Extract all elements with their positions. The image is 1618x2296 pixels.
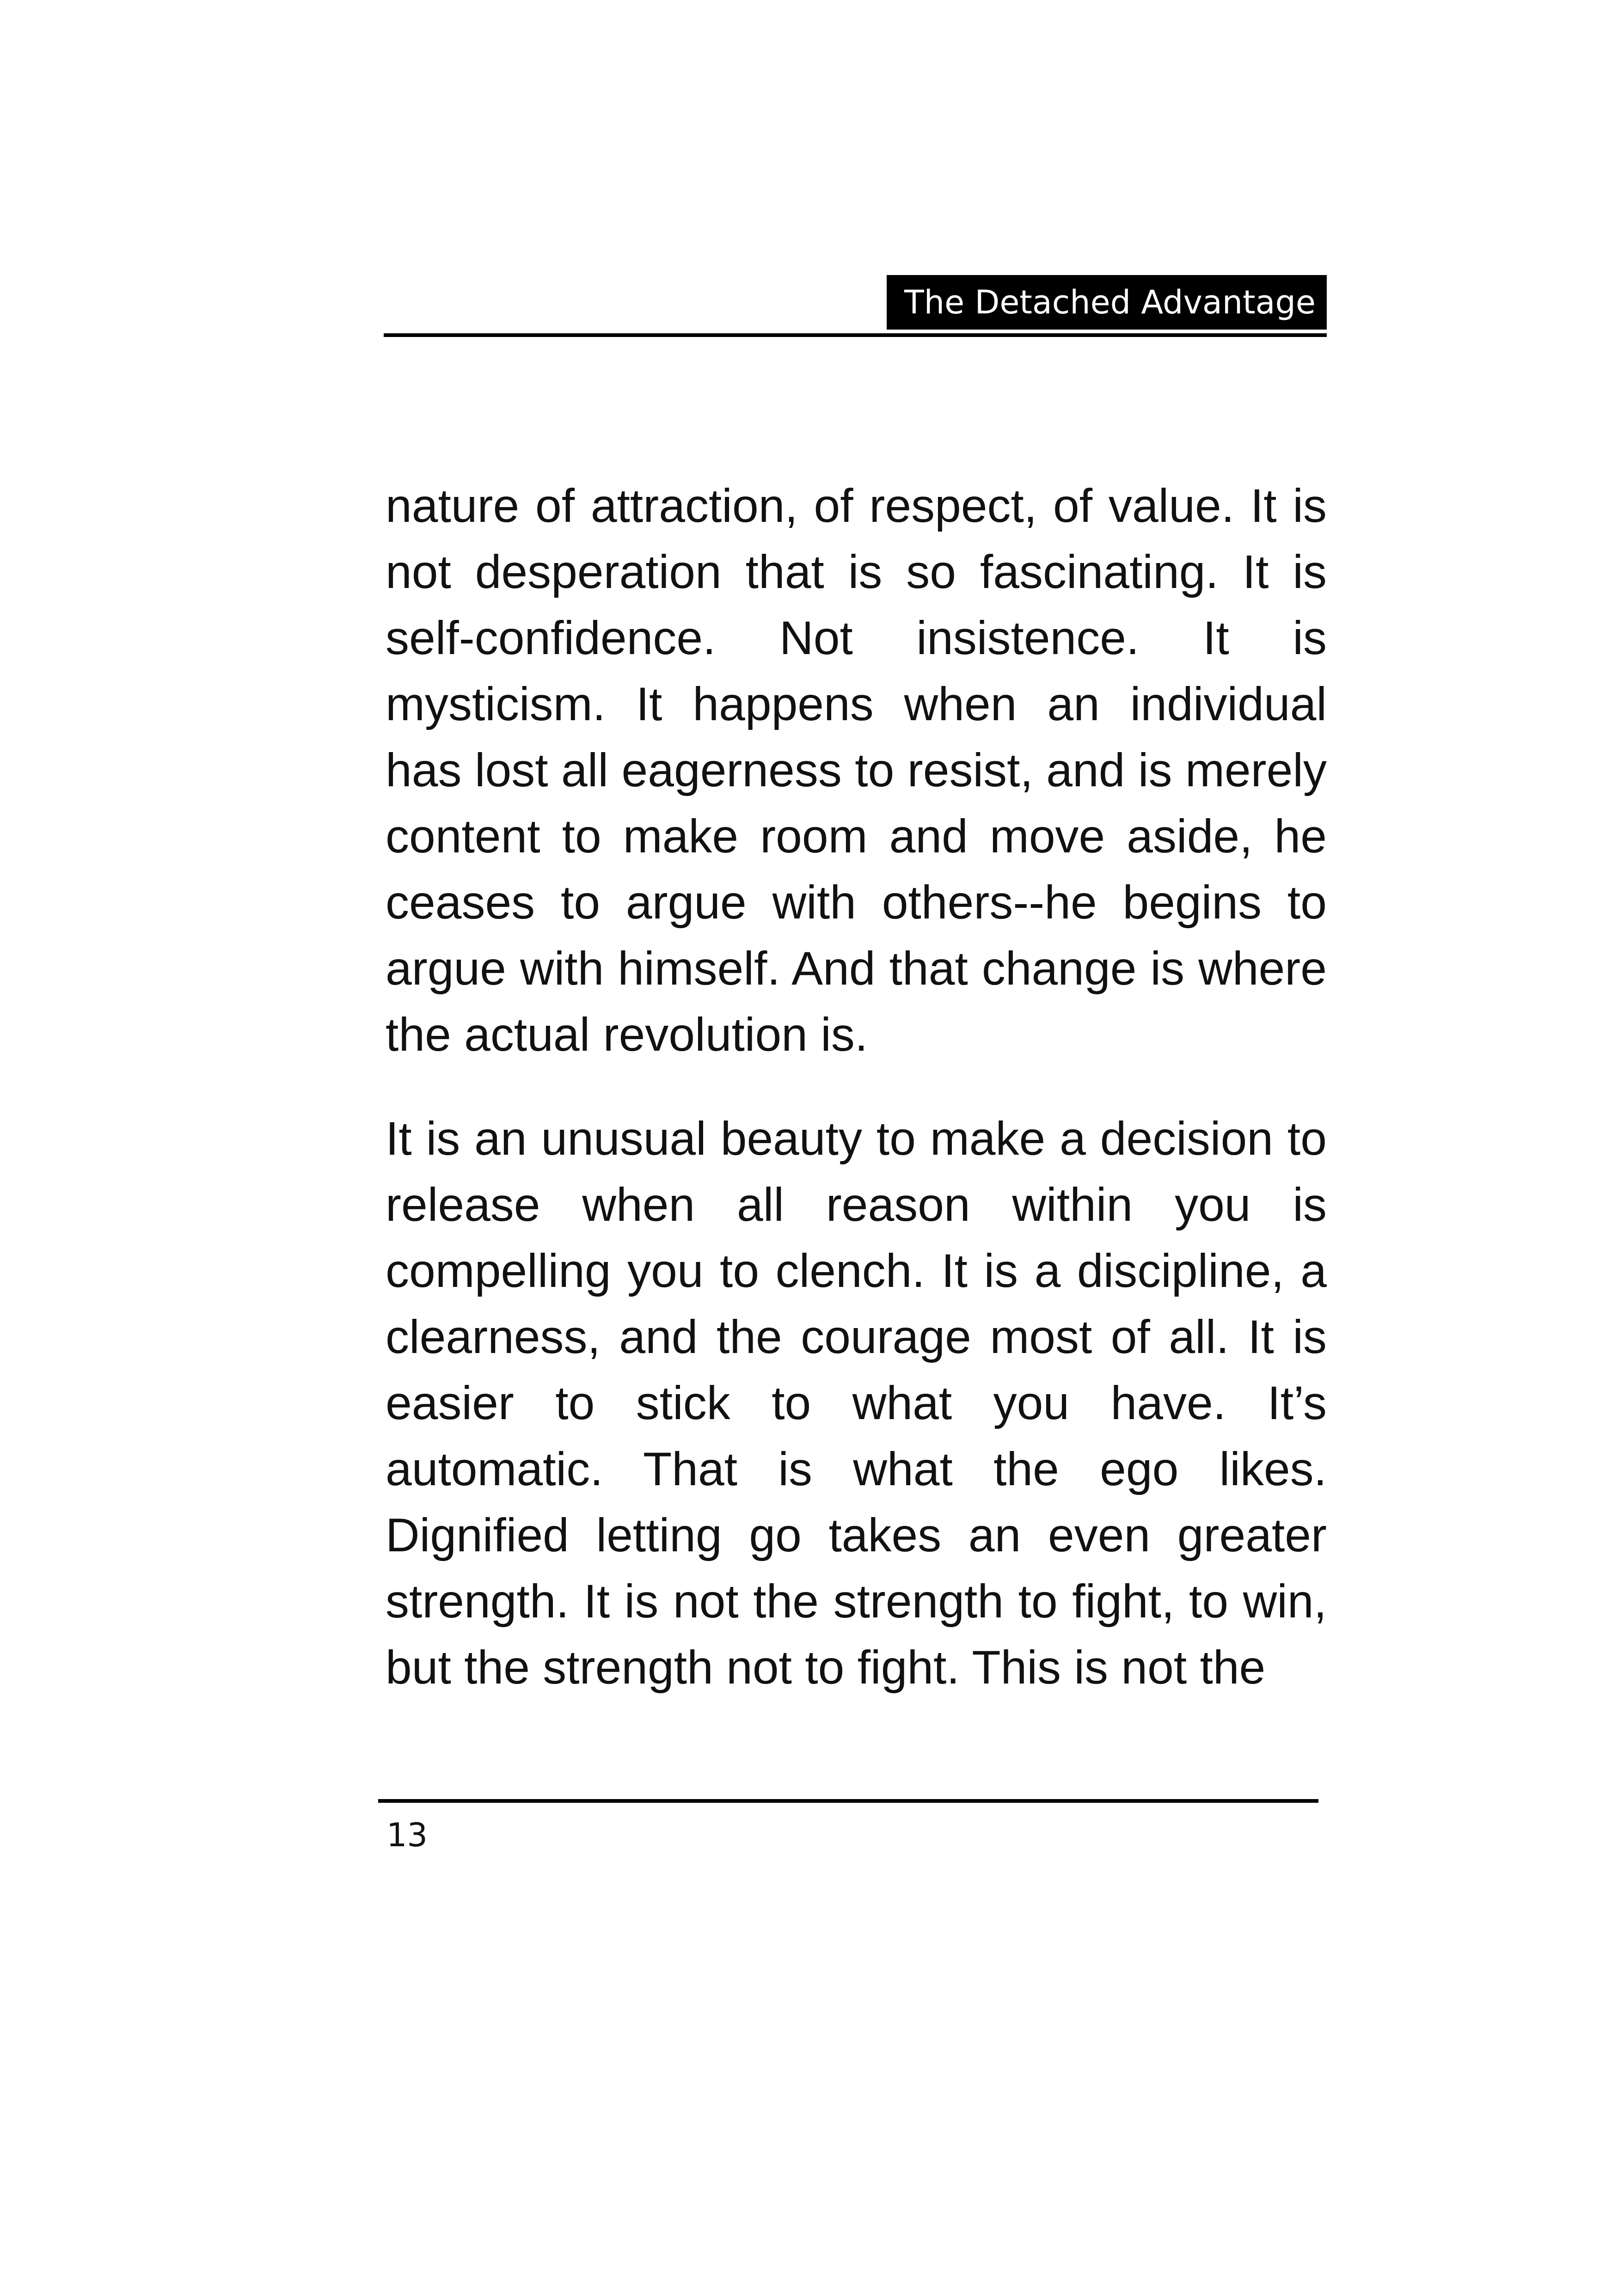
body-text bbox=[386, 473, 1327, 1701]
paragraph-2: It is an unusual beauty to make a decision to release when all reason within you is compelling you to clench. It is a discipline, a clearness, and the courage most of all. It is easier to stick to what you have. It’s automatic. That is what the ego likes. Dignified letting go takes an even greater strength. It is not the strength to fight, to win, but the strength not to fight. This is not the bbox=[386, 1112, 1327, 1694]
running-title: The Detached Advantage bbox=[887, 275, 1327, 330]
footer-rule bbox=[378, 1799, 1318, 1803]
header-rule bbox=[384, 333, 1327, 337]
paragraph-1: nature of attraction, of respect, of value. It is not desperation that is so fascinating. It is self-confidence. Not insistence. It is mysticism. It happens when an individual has lost all eagerness to resist, and is merely content to make room and move aside, he ceases to argue with others--he begins to argue with himself. And that change is where the actual revolution is. bbox=[386, 479, 1327, 1061]
page-number: 13 bbox=[386, 1816, 428, 1854]
page-header bbox=[384, 275, 1327, 342]
